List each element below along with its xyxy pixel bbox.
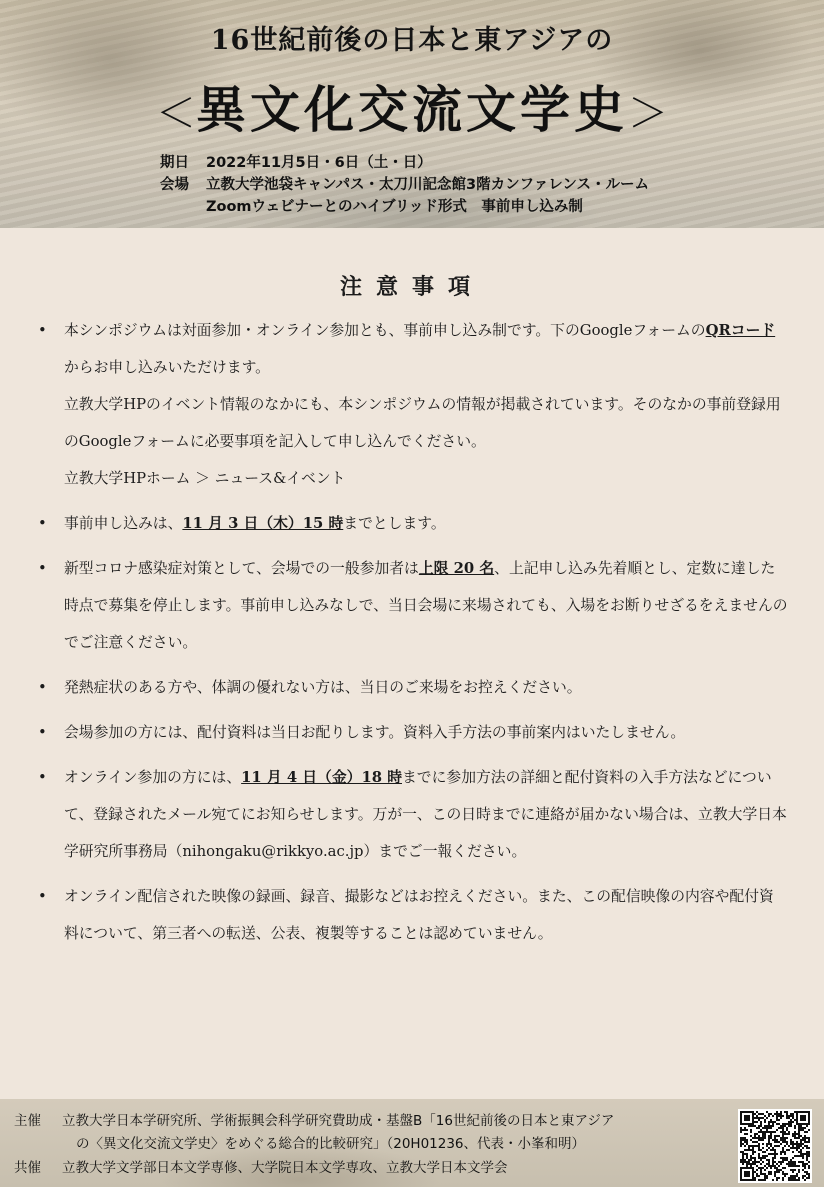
notice-list: [38, 312, 788, 960]
header-banner: [0, 0, 824, 228]
cohost-text: 立教大学文学部日本文学専修、大学院日本文学専攻、立教大学日本文学会: [62, 1160, 508, 1176]
host-text: 立教大学日本学研究所、学術振興会科学研究費助成・基盤B「16世紀前後の日本と東アジア: [62, 1113, 615, 1129]
notice-text: オンライン参加の方には、: [64, 769, 242, 786]
notice-item-capacity: [38, 550, 788, 661]
notice-item-online: [38, 759, 788, 870]
notice-item-deadline: [38, 505, 788, 542]
notice-paragraph: [64, 312, 788, 386]
event-date: 2022年11月5日・6日（土・日）: [206, 155, 432, 171]
notice-item-registration: [38, 312, 788, 497]
event-venue: 立教大学池袋キャンパス・太刀川記念館3階カンファレンス・ルーム: [206, 177, 649, 193]
host-text-continued: の〈異文化交流文学史〉をめぐる総合的比較研究」（20H01236、代表・小峯和明）: [76, 1136, 586, 1152]
notice-item-handouts: • 会場参加の方には、配付資料は当日お配りします。資料入手方法の事前案内はいたしません。: [38, 714, 788, 751]
notice-text: までとします。: [343, 515, 446, 532]
notice-text: からお申し込みいただけます。: [64, 359, 270, 376]
notice-text: までに参加方法の詳細と配付資料の入手方法などについて、登録されたメール宛てにお知らせします。万が一、この日時までに連絡が届かない場合は、立教大学日本学研究所事務局（nihongaku@rikkyo.ac.jp）までご一報ください。: [64, 769, 787, 860]
notice-item-recording: • オンライン配信された映像の録画、録音、撮影などはお控えください。また、この配信映像の内容や配付資料について、第三者への転送、公表、複製等することは認めていません。: [38, 878, 788, 952]
event-format: Zoomウェビナーとのハイブリッド形式 事前申し込み制: [206, 199, 583, 215]
footer-organizers: [0, 1099, 824, 1187]
qr-code-link[interactable]: QRコード: [705, 322, 776, 339]
notice-text: 事前申し込みは、: [64, 515, 183, 532]
event-subtitle: 16世紀前後の日本と東アジアの: [210, 25, 614, 56]
deadline-date: 11 月 3 日（木）15 時: [182, 515, 344, 532]
date-label: 期日: [160, 155, 189, 171]
event-info: [160, 152, 649, 218]
title-open-bracket: ＜: [156, 91, 196, 137]
title-close-bracket: ＞: [628, 91, 668, 137]
notice-text: 、上記申し込み先着順とし、定数に達した時点で募集を停止します。事前申し込みなしで、当日会場に来場されても、入場をお断りせざるをえませんのでご注意ください。: [64, 560, 788, 651]
notice-paragraph: 立教大学HPのイベント情報のなかにも、本シンポジウムの情報が掲載されています。そのなかの事前登録用のGoogleフォームに必要事項を記入して申し込んでください。: [64, 396, 781, 450]
qr-code-icon[interactable]: [738, 1109, 812, 1183]
notice-text: 新型コロナ感染症対策として、会場での一般参加者は: [64, 560, 419, 577]
event-title: [0, 70, 824, 142]
venue-label: 会場: [160, 177, 189, 193]
notice-title: 注意事項: [339, 274, 484, 300]
title-text: 異文化交流文学史: [196, 80, 628, 139]
host-label: 主催: [14, 1113, 41, 1129]
online-notice-date: 11 月 4 日（金）18 時: [241, 769, 402, 786]
capacity-limit: 上限 20 名: [418, 560, 495, 577]
breadcrumb: 立教大学HPホーム ＞ ニュース&イベント: [64, 470, 346, 487]
cohost-label: 共催: [14, 1160, 41, 1176]
notice-text: 本シンポジウムは対面参加・オンライン参加とも、事前申し込み制です。下のGoogleフォームの: [64, 322, 706, 339]
notice-item-health: • 発熱症状のある方や、体調の優れない方は、当日のご来場をお控えください。: [38, 669, 788, 706]
